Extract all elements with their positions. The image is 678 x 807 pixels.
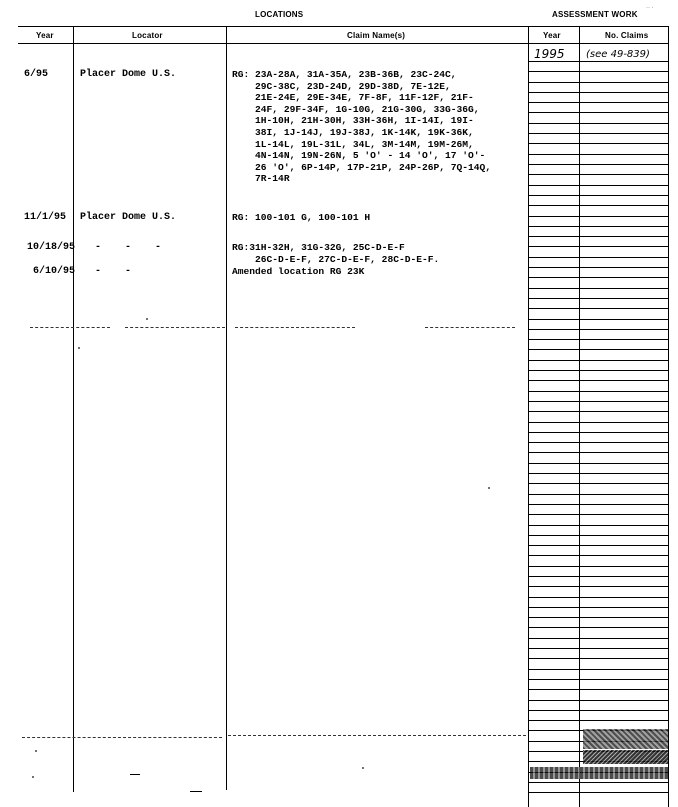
assessment-grid-line bbox=[528, 494, 668, 495]
scan-speck bbox=[78, 347, 80, 349]
scan-mark bbox=[130, 774, 140, 775]
entry-locator: - - bbox=[95, 266, 132, 277]
entry-claims: RG:31H-32H, 31G-32G, 25C-D-E-F 26C-D-E-F, 27C-D-E-F, 28C-D-E-F. bbox=[232, 242, 440, 265]
entry-claims: RG: 100-101 G, 100-101 H bbox=[232, 212, 371, 223]
assessment-grid-line bbox=[528, 339, 668, 340]
assessment-grid-line bbox=[528, 545, 668, 546]
assessment-grid-line bbox=[528, 566, 668, 567]
assessment-grid-line bbox=[528, 401, 668, 402]
separator-line bbox=[228, 735, 526, 736]
column-header-aw-no-claims: No. Claims bbox=[605, 31, 649, 40]
scan-blotch bbox=[583, 729, 668, 749]
entry-year: 11/1/95 bbox=[24, 212, 67, 223]
assessment-grid-line bbox=[528, 174, 668, 175]
assessment-grid-line bbox=[528, 123, 668, 124]
entry-locator: - - - bbox=[95, 242, 162, 253]
assessment-grid-line bbox=[528, 82, 668, 83]
assessment-grid-line bbox=[528, 710, 668, 711]
assessment-grid-line bbox=[528, 92, 668, 93]
assessment-grid-line bbox=[528, 658, 668, 659]
assessment-grid-line bbox=[528, 391, 668, 392]
assessment-grid-line bbox=[528, 370, 668, 371]
assessment-grid-line bbox=[528, 308, 668, 309]
scan-speck bbox=[32, 776, 34, 778]
rule-right-edge bbox=[668, 26, 669, 807]
assessment-grid-line bbox=[528, 525, 668, 526]
assessment-grid-line bbox=[528, 226, 668, 227]
assessment-grid-line bbox=[528, 154, 668, 155]
rule-year-locator bbox=[73, 26, 74, 792]
scan-speck bbox=[146, 318, 148, 320]
separator-line bbox=[425, 327, 515, 328]
assessment-grid-line bbox=[528, 205, 668, 206]
entry-locator: Placer Dome U.S. bbox=[80, 69, 177, 80]
assessment-grid-line bbox=[528, 71, 668, 72]
assessment-grid-line bbox=[528, 411, 668, 412]
assessment-grid-line bbox=[528, 380, 668, 381]
entry-claims: RG: 23A-28A, 31A-35A, 23B-36B, 23C-24C, 29C-38C, 23D-24D, 29D-38D, 7E-12E, 21E-24E, 29E-34E, 7F-8F, 11F-12F, 21F- 24F, 29F-34F, 1G-10G, 21G-30G, 33G-36G, 1H-10H, 21H-30H, 33H-36H, 1I-14I, 19I- 38I, 1J-14J, 19J-38J, 1K-14K, 19K-36K, 1L-14L, 19L-31L, 34L, 3M-14M, 19M-26M, 4N-14N, 19N-26N, 5 'O' - 14 'O', 17 'O'- 26 'O', 6P-14P, 17P-21P, 24P-26P, 7Q-14Q, 7R-14R bbox=[232, 69, 492, 185]
assessment-grid-line bbox=[528, 195, 668, 196]
assessment-grid-line bbox=[528, 504, 668, 505]
assessment-grid-line bbox=[528, 246, 668, 247]
assessment-claims-entry: (see 49-839) bbox=[586, 49, 650, 60]
assessment-grid-line bbox=[528, 164, 668, 165]
assessment-grid-line bbox=[528, 627, 668, 628]
header-top-rule bbox=[18, 26, 668, 27]
assessment-grid-line bbox=[528, 143, 668, 144]
assessment-grid-line bbox=[528, 463, 668, 464]
assessment-grid-line bbox=[528, 679, 668, 680]
assessment-grid-line bbox=[528, 689, 668, 690]
scan-speck bbox=[35, 750, 37, 752]
assessment-grid-line bbox=[528, 360, 668, 361]
scan-mark bbox=[190, 791, 202, 792]
assessment-grid-line bbox=[528, 607, 668, 608]
header-bottom-rule bbox=[18, 43, 668, 44]
assessment-grid-line bbox=[528, 112, 668, 113]
separator-line bbox=[30, 327, 110, 328]
assessment-grid-line bbox=[528, 442, 668, 443]
assessment-grid-line bbox=[528, 473, 668, 474]
assessment-grid-line bbox=[528, 267, 668, 268]
assessment-grid-line bbox=[528, 617, 668, 618]
assessment-grid-line bbox=[528, 720, 668, 721]
assessment-grid-line bbox=[528, 669, 668, 670]
column-header-locator: Locator bbox=[132, 31, 163, 40]
column-header-year: Year bbox=[36, 31, 54, 40]
assessment-work-title: ASSESSMENT WORK bbox=[552, 10, 638, 19]
scan-speck bbox=[362, 767, 364, 769]
assessment-grid-line bbox=[528, 298, 668, 299]
entry-year: 6/10/95 bbox=[33, 266, 76, 277]
separator-line bbox=[235, 327, 355, 328]
assessment-grid-line bbox=[528, 452, 668, 453]
locations-title: LOCATIONS bbox=[255, 10, 304, 19]
assessment-grid-line bbox=[528, 782, 668, 783]
scan-blotch bbox=[583, 750, 668, 764]
assessment-grid-line bbox=[528, 555, 668, 556]
assessment-grid-line bbox=[528, 319, 668, 320]
assessment-grid-line bbox=[528, 535, 668, 536]
assessment-grid-line bbox=[528, 61, 668, 62]
assessment-grid-line bbox=[528, 586, 668, 587]
assessment-grid-line bbox=[528, 432, 668, 433]
assessment-grid-line bbox=[528, 236, 668, 237]
separator-line bbox=[125, 327, 225, 328]
assessment-year-entry: 1995 bbox=[534, 47, 565, 61]
assessment-grid-line bbox=[528, 792, 668, 793]
rule-locator-claims bbox=[226, 26, 227, 790]
assessment-grid-line bbox=[528, 257, 668, 258]
assessment-grid-line bbox=[528, 133, 668, 134]
assessment-grid-line bbox=[528, 102, 668, 103]
assessment-grid-line bbox=[528, 514, 668, 515]
assessment-grid-line bbox=[528, 576, 668, 577]
scan-speck bbox=[488, 487, 490, 489]
entry-locator: Placer Dome U.S. bbox=[80, 212, 177, 223]
assessment-grid-line bbox=[528, 648, 668, 649]
column-header-aw-year: Year bbox=[543, 31, 561, 40]
assessment-grid-line bbox=[528, 638, 668, 639]
assessment-grid-line bbox=[528, 597, 668, 598]
entry-year: 6/95 bbox=[24, 69, 49, 80]
scan-blotch bbox=[530, 767, 668, 779]
assessment-grid-line bbox=[528, 277, 668, 278]
assessment-grid-line bbox=[528, 700, 668, 701]
assessment-grid-line bbox=[528, 329, 668, 330]
assessment-grid-line bbox=[528, 288, 668, 289]
separator-line bbox=[22, 737, 222, 738]
corner-mark: ·· · bbox=[646, 5, 654, 11]
entry-year: 10/18/95 bbox=[27, 242, 76, 253]
assessment-grid-line bbox=[528, 349, 668, 350]
entry-claims: Amended location RG 23K bbox=[232, 266, 365, 277]
assessment-grid-line bbox=[528, 216, 668, 217]
assessment-grid-line bbox=[528, 422, 668, 423]
column-header-claim-names: Claim Name(s) bbox=[347, 31, 406, 40]
assessment-grid-line bbox=[528, 185, 668, 186]
assessment-grid-line bbox=[528, 483, 668, 484]
